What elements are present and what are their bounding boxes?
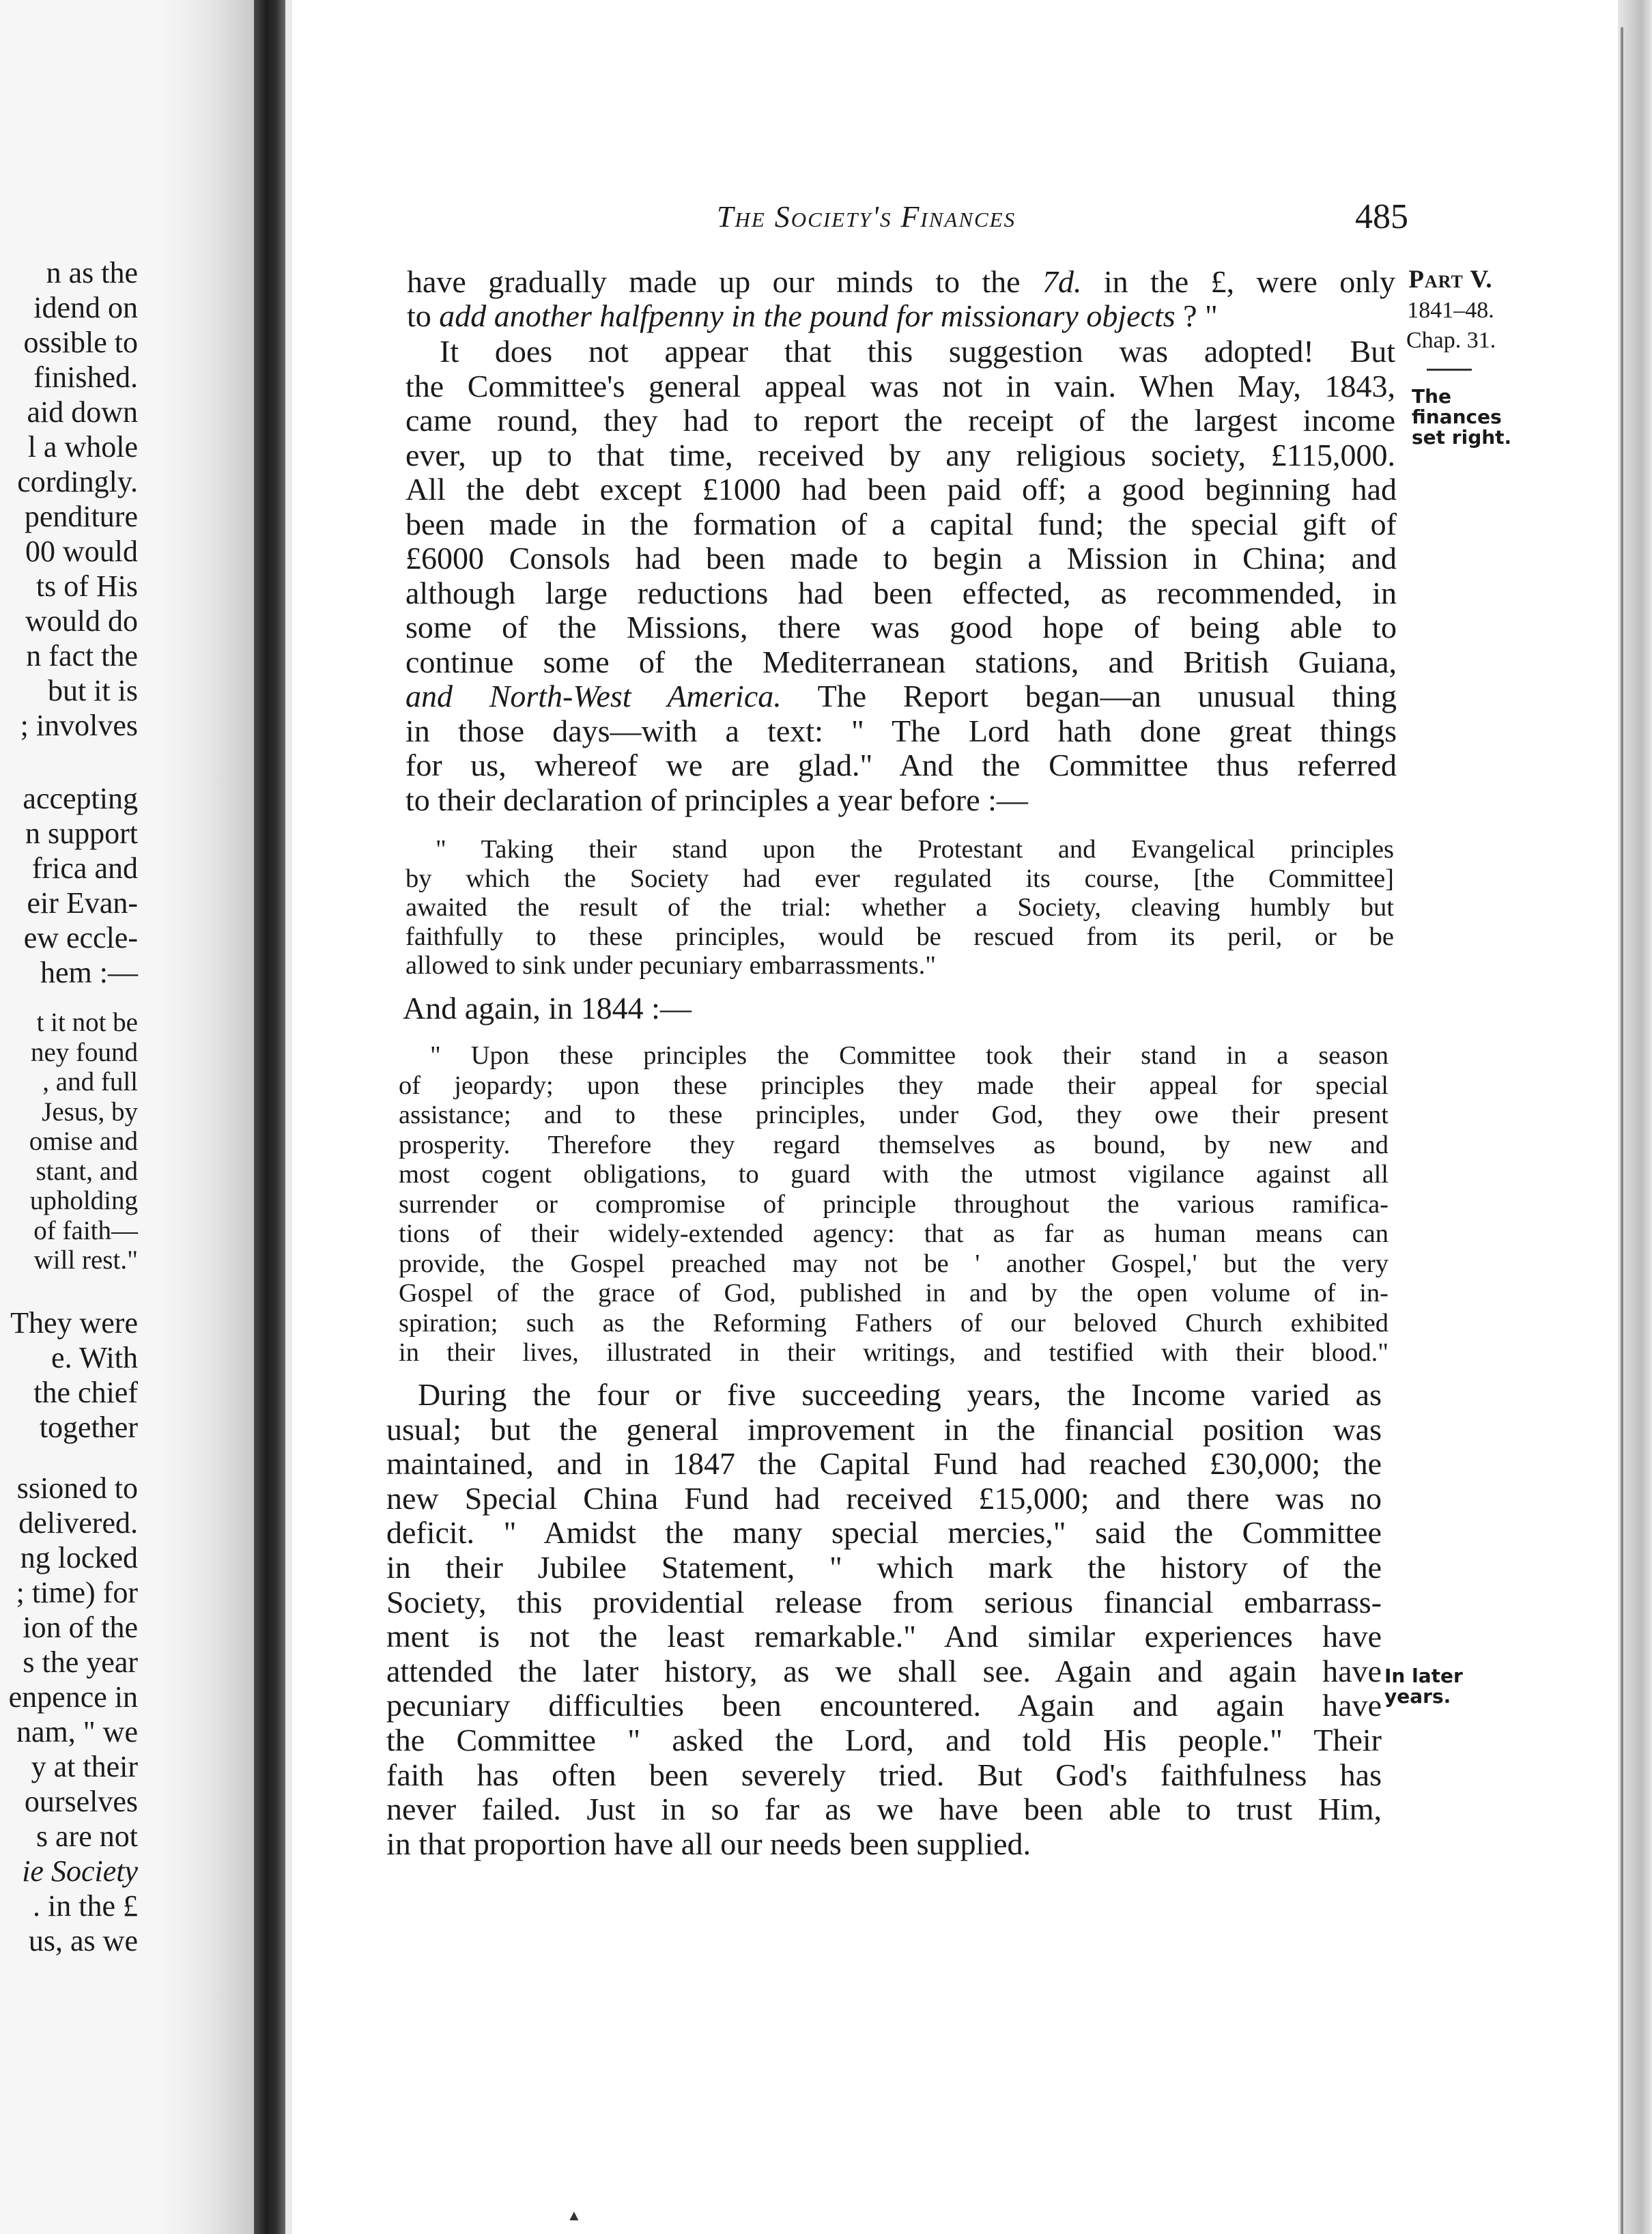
text-line: by which the Society had ever regulated its course, [the Committee] xyxy=(405,864,1394,893)
facing-page-line: ts of His xyxy=(35,569,138,603)
text-line: of jeopardy; upon these principles they made their appeal for special xyxy=(399,1071,1388,1100)
text-line: in that proportion have all our needs been supplied. xyxy=(386,1826,1031,1861)
text-line: All the debt except £1000 had been paid off; a good beginning had xyxy=(405,472,1397,507)
facing-page-line: together xyxy=(39,1411,138,1444)
facing-page-line: cordingly. xyxy=(17,465,138,498)
facing-page-line: would do xyxy=(25,604,138,638)
facing-page-line: but it is xyxy=(47,674,138,707)
facing-page-line: ew eccle- xyxy=(23,921,138,955)
facing-page-line: the chief xyxy=(33,1376,138,1409)
facing-page-line: Jesus, by xyxy=(42,1097,138,1127)
facing-page-line: will rest." xyxy=(33,1245,138,1275)
facing-page-line: n support xyxy=(25,817,138,850)
text-line: faithfully to these principles, would be rescued from its peril, or be xyxy=(405,922,1394,951)
text-line: came round, they had to report the receipt of the largest income xyxy=(405,403,1395,438)
text-line: to their declaration of principles a year before :— xyxy=(405,782,1028,817)
text-line: " Upon these principles the Committee took their stand in a season xyxy=(430,1041,1388,1070)
text-line: and North-West America. The Report began—an unusual thing xyxy=(405,679,1397,713)
facing-page-line: , and full xyxy=(42,1067,138,1097)
text-line: been made in the formation of a capital fund; the special gift of xyxy=(405,506,1397,541)
text-line: for us, whereof we are glad." And the Committee thus referred xyxy=(405,748,1397,782)
book-gutter xyxy=(254,0,285,2234)
text-line: provide, the Gospel preached may not be ' another Gospel,' but the very xyxy=(399,1249,1388,1278)
text-line: awaited the result of the trial: whether a Society, cleaving humbly but xyxy=(405,893,1394,922)
sidenote-line: finances xyxy=(1412,406,1502,428)
text-line: usual; but the general improvement in the financial position was xyxy=(386,1411,1382,1447)
text-line: surrender or compromise of principle throughout the various ramifica- xyxy=(399,1189,1388,1219)
text-line: tions of their widely-extended agency: that as far as human means can xyxy=(399,1219,1388,1248)
text-line: new Special China Fund had received £15,000; and there was no xyxy=(386,1480,1382,1516)
text-line: It does not appear that this suggestion was adopted! But xyxy=(440,334,1395,369)
facing-page-line: ; time) for xyxy=(16,1576,138,1609)
facing-page-line: enpence in xyxy=(8,1680,138,1714)
text-line: in their lives, illustrated in their writings, and testified with their blood." xyxy=(399,1338,1388,1367)
text-line: During the four or five succeeding years, the Income varied as xyxy=(418,1377,1382,1412)
facing-page-line: ; involves xyxy=(20,709,138,742)
facing-page-line: t it not be xyxy=(36,1008,138,1037)
text-line: Society, this providential release from serious financial embarrass- xyxy=(386,1584,1382,1620)
facing-page-line: s the year xyxy=(23,1645,138,1679)
facing-page-line: stant, and xyxy=(35,1156,138,1186)
text-line: although large reductions had been effected, as recommended, in xyxy=(405,575,1397,610)
sidenote-in-later-years xyxy=(1384,1666,1463,1707)
facing-page-line: eir Evan- xyxy=(27,886,138,920)
facing-page-line: ie Society xyxy=(22,1854,138,1888)
sidenote-finances-set-right xyxy=(1412,386,1511,448)
text-line: faith has often been severely tried. But God's faithfulness has xyxy=(386,1757,1382,1792)
facing-page-line: hem :— xyxy=(40,956,138,989)
text-line: prosperity. Therefore they regard themselves as bound, by new and xyxy=(399,1130,1388,1159)
facing-page-line: ion of the xyxy=(23,1611,138,1644)
text-line: the Committee's general appeal was not in vain. When May, 1843, xyxy=(405,368,1395,404)
facing-page-line: n fact the xyxy=(26,639,138,673)
facing-page-line: of faith— xyxy=(33,1215,138,1245)
facing-page-line: y at their xyxy=(31,1750,138,1783)
text-line: ment is not the least remarkable." And similar experiences have xyxy=(386,1619,1382,1654)
facing-page-line: ossible to xyxy=(23,326,138,359)
facing-page-line: upholding xyxy=(29,1186,138,1215)
facing-page-shadow xyxy=(161,0,254,2234)
text-line: And again, in 1844 :— xyxy=(403,991,692,1026)
facing-page-line: accepting xyxy=(23,782,138,815)
page-edge-line xyxy=(1621,27,1623,2234)
text-line: £6000 Consols had been made to begin a Mission in China; and xyxy=(405,541,1397,576)
running-head: The Society's Finances xyxy=(717,200,1016,234)
binding-mark: ▲ xyxy=(567,2207,582,2224)
facing-page-line: aid down xyxy=(27,395,138,429)
text-line: some of the Missions, there was good hope of being able to xyxy=(405,610,1397,645)
text-line: maintained, and in 1847 the Capital Fund had reached £30,000; the xyxy=(386,1446,1382,1482)
text-line: never failed. Just in so far as we have been able to trust Him, xyxy=(386,1792,1382,1827)
sidenote-line: years. xyxy=(1384,1685,1451,1708)
facing-page-line: frica and xyxy=(31,851,138,885)
text-line: continue some of the Mediterranean stations, and British Guiana, xyxy=(405,644,1397,679)
margin-rule xyxy=(1427,369,1472,371)
facing-page-line: finished. xyxy=(33,360,138,394)
text-line: ever, up to that time, received by any religious society, £115,000. xyxy=(405,437,1395,472)
facing-page-line: ourselves xyxy=(24,1785,138,1818)
sidenote-line: The xyxy=(1412,385,1452,408)
facing-page-line: delivered. xyxy=(18,1506,138,1540)
text-line: assistance; and to these principles, under God, they owe their present xyxy=(399,1101,1388,1129)
facing-page-line: ssioned to xyxy=(16,1471,138,1505)
facing-page-line: nam, " we xyxy=(16,1715,138,1749)
text-line: in those days—with a text: " The Lord hath done great things xyxy=(405,713,1397,748)
facing-page-line: ney found xyxy=(30,1037,138,1067)
text-line: Gospel of the grace of God, published in and by the open volume of in- xyxy=(399,1279,1388,1307)
facing-page-line: ng locked xyxy=(20,1541,138,1574)
facing-page-line: s are not xyxy=(35,1820,138,1853)
facing-page-line: omise and xyxy=(29,1127,138,1156)
text-line: deficit. " Amidst the many special mercies," said the Committee xyxy=(386,1515,1382,1551)
sidenote-line: set right. xyxy=(1412,426,1512,449)
text-line: in their Jubilee Statement, " which mark the history of the xyxy=(386,1550,1382,1585)
margin-years: 1841–48. xyxy=(1407,298,1494,323)
facing-page-line: . in the £ xyxy=(33,1889,138,1923)
facing-page-line: idend on xyxy=(33,291,138,324)
facing-page-line: They were xyxy=(10,1306,138,1340)
text-line: attended the later history, as we shall see. Again and again have xyxy=(386,1653,1382,1688)
text-line: to add another halfpenny in the pound for missionary objects ? " xyxy=(407,298,1218,333)
facing-page-line: us, as we xyxy=(28,1924,138,1957)
text-line: " Taking their stand upon the Protestant and Evangelical principles xyxy=(436,835,1394,864)
facing-page-line: penditure xyxy=(24,500,138,533)
facing-page-line: e. With xyxy=(51,1341,138,1374)
sidenote-line: In later xyxy=(1384,1665,1463,1687)
facing-page-line: n as the xyxy=(46,256,138,289)
text-line: spiration; such as the Reforming Fathers of our beloved Church exhibited xyxy=(399,1308,1388,1338)
margin-part: Part V. xyxy=(1408,266,1493,294)
text-line: have gradually made up our minds to the 7d. in the £, were only xyxy=(407,264,1395,299)
page-number: 485 xyxy=(1355,197,1408,236)
gutter-edge xyxy=(285,0,292,2234)
text-line: the Committee " asked the Lord, and told His people." Their xyxy=(386,1723,1382,1757)
text-line: allowed to sink under pecuniary embarrassments." xyxy=(405,951,936,980)
facing-page-line: l a whole xyxy=(27,430,138,464)
text-line: most cogent obligations, to guard with the utmost vigilance against all xyxy=(399,1160,1388,1189)
text-line: pecuniary difficulties been encountered. Again and again have xyxy=(386,1688,1382,1723)
facing-page-line: 00 would xyxy=(25,535,138,568)
margin-chapter: Chap. 31. xyxy=(1406,328,1496,353)
